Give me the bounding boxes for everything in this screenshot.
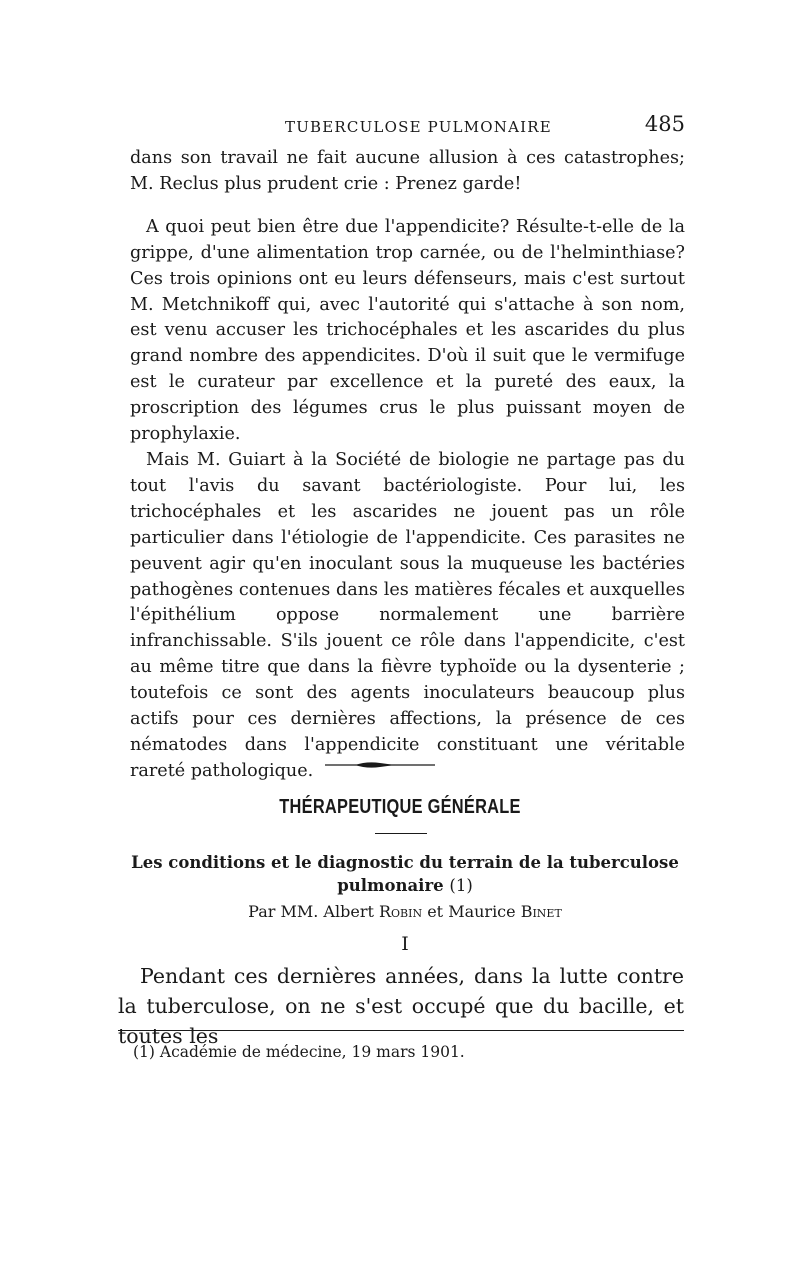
title-rule — [375, 833, 427, 834]
footnote: (1) Académie de médecine, 19 mars 1901. — [133, 1043, 465, 1061]
paragraph: dans son travail ne fait aucune allusion à ces catastrophes; M. Reclus plus prudent crie : Prenez garde! — [130, 148, 685, 194]
article-title — [125, 851, 685, 897]
lead-text — [118, 961, 684, 1051]
page-number: 485 — [644, 112, 685, 136]
section-title: THÉRAPEUTIQUE GÉNÉRALE — [279, 796, 521, 818]
footnote-rule — [118, 1030, 684, 1031]
part-number: I — [401, 933, 409, 955]
ornament-divider — [325, 758, 435, 772]
lead-paragraph: Pendant ces dernières années, dans la lutte contre la tuberculose, on ne s'est occupé que du bacille, et toutes les — [118, 964, 684, 1048]
article-title-text: Les conditions et le diagnostic du terrain de la tuberculose pulmonaire — [131, 853, 679, 895]
body-text — [130, 146, 685, 785]
footnote-reference: (1) — [449, 876, 473, 895]
author1-surname: Robin — [378, 902, 423, 921]
paragraph: A quoi peut bien être due l'appendicite? Résulte-t-elle de la grippe, d'une alimentation trop carnée, ou de l'helminthiase? Ces trois opinions ont eu leurs défenseurs, mais c'est surtout M. Metchnikoff qui, avec l'autorité qui s'attache à son nom, est venu accuser les trichocéphales et les ascarides du plus grand nombre des appendicites. D'où il suit que le vermifuge est le curateur par excellence et la pureté des eaux, la proscription des légumes crus le plus puissant moyen de prophylaxie. — [130, 216, 685, 445]
page-header — [130, 112, 685, 138]
running-title: TUBERCULOSE PULMONAIRE — [285, 118, 552, 136]
authors-prefix: Par MM. Albert — [248, 902, 374, 921]
author2-surname: Binet — [520, 902, 562, 921]
authors-middle: et Maurice — [427, 902, 516, 921]
authors-line — [125, 902, 685, 921]
paragraph: Mais M. Guiart à la Société de biologie ne partage pas du tout l'avis du savant bactériologiste. Pour lui, les trichocéphales et les ascarides ne jouent pas un rôle particulier dans l'étiologie de l'appendicite. Ces parasites ne peuvent agir qu'en inoculant sous la muqueuse les bactéries pathogènes contenues dans les matières fécales et auxquelles l'épithélium oppose normalement une barrière infranchissable. S'ils jouent ce rôle dans l'appendicite, c'est au même titre que dans la fièvre typhoïde ou la dysenterie ; toutefois ce sont des agents inoculateurs beaucoup plus actifs pour ces dernières affections, la présence de ces nématodes dans l'appendicite constituant une véritable rareté pathologique. — [130, 449, 685, 781]
